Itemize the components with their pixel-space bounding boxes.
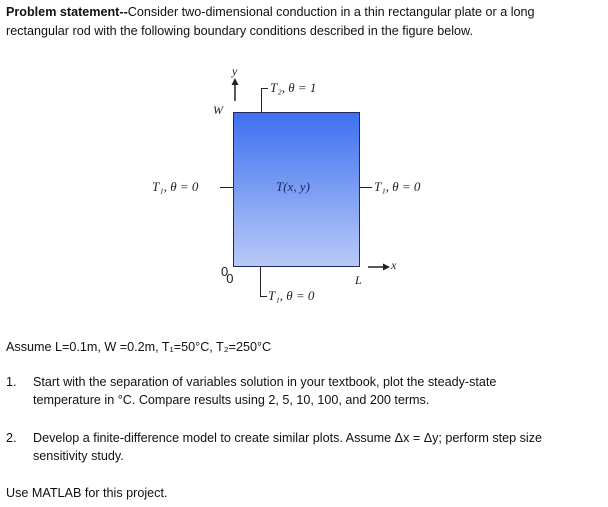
task-line-2: sensitivity study. [33, 449, 124, 463]
right-bc-leader [359, 187, 372, 188]
right-boundary-condition: T₁, θ = 0 [374, 179, 421, 194]
task-line-2: temperature in °C. Compare results using 2, 5, 10, 100, and 200 terms. [33, 393, 430, 407]
top-boundary-condition: T₂, θ = 1 [270, 80, 317, 95]
assumptions: Assume L=0.1m, W =0.2m, T₁=50°C, T₂=250°C [6, 340, 272, 354]
l-label: L [355, 273, 362, 287]
w-label: W [213, 103, 223, 117]
temperature-field-label: T(x, y) [276, 179, 310, 194]
top-bc-leader-tick [261, 88, 268, 89]
origin-zero: 0 [221, 264, 229, 279]
footer-note: Use MATLAB for this project. [6, 486, 168, 500]
task-line-1: Develop a finite-difference model to create similar plots. Assume Δx = Δy; perform step size [33, 431, 543, 445]
intro-line-1: Consider two-dimensional conduction in a thin rectangular plate or a long [127, 5, 535, 19]
origin-label [221, 264, 235, 286]
x-axis-label: x [391, 258, 397, 272]
y-axis-arrow-icon [229, 78, 241, 102]
bottom-bc-leader-tick [260, 296, 267, 297]
left-bc-leader [220, 187, 234, 188]
problem-intro [6, 3, 535, 21]
task-line-1: Start with the separation of variables solution in your textbook, plot the steady-state [33, 375, 497, 389]
task-number: 1. [6, 375, 17, 389]
heading-separator: -- [119, 5, 128, 19]
y-axis-label: y [232, 64, 238, 78]
origin-subscript: 0 [226, 271, 234, 286]
top-bc-leader [261, 88, 262, 113]
bottom-boundary-condition: T₁, θ = 0 [268, 288, 315, 303]
left-boundary-condition: T₁, θ = 0 [152, 179, 199, 194]
bottom-bc-leader [260, 266, 261, 297]
problem-heading: Problem statement [6, 5, 120, 19]
task-number: 2. [6, 431, 17, 445]
intro-line-2: rectangular rod with the following boundary conditions described in the figure below. [6, 24, 473, 38]
x-axis-arrow-icon [367, 262, 391, 272]
